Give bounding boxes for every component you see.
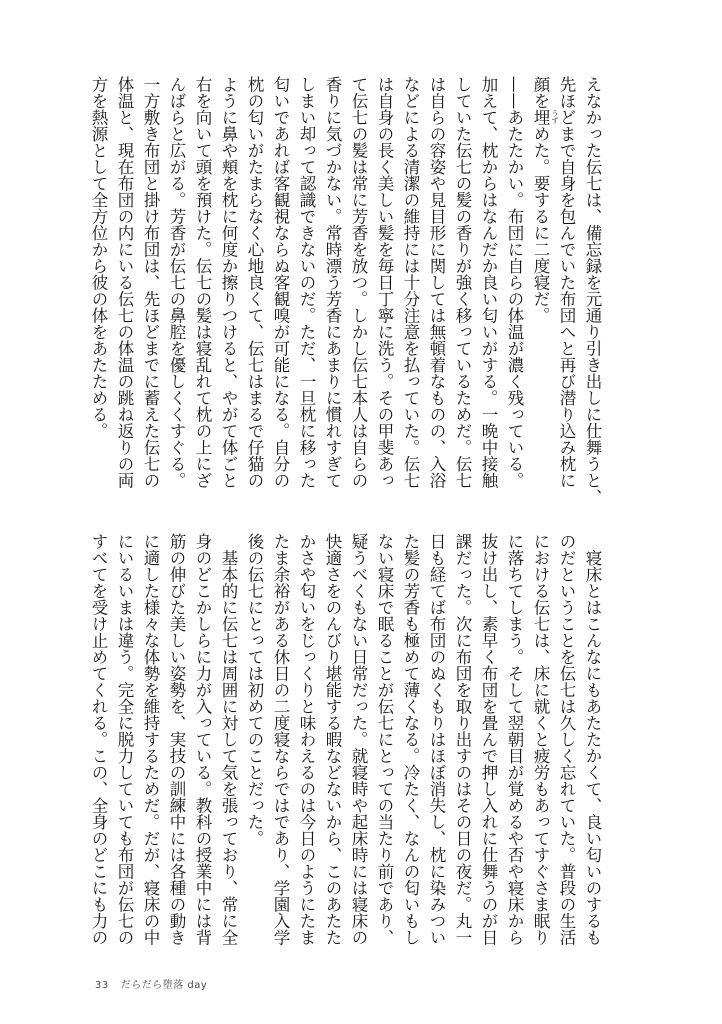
- text-line: 右を向いて頭を預けた。伝七の髪は寝乱れて枕の上にざ: [193, 76, 212, 489]
- text-line: 身のどこかしらに力が入っている。教科の授業中には背: [193, 533, 212, 946]
- text-line: に落ちてしまう。そして翌朝目が覚めるや否や寝床から: [505, 533, 524, 946]
- text-line: 基本的に伝七は周囲に対して気を張っており、常に全: [219, 533, 238, 946]
- text-line-with-ruby: [527, 76, 559, 516]
- text-line: 先ほどまで自身を包んでいた布団へと再び潜り込み枕に: [557, 76, 576, 489]
- running-title: だらだら堕落 day: [120, 980, 208, 991]
- text-segment: めた。要するに二度寝だ。: [531, 125, 550, 324]
- text-line: 方を熱源として全方位から彼の体をあたためる。: [89, 76, 108, 439]
- text-line: 快適さをのんびり堪能する暇などないから、このあたた: [323, 533, 342, 946]
- text-line: かさや匂いをじっくりと味わえるのは今日のようにたま: [297, 533, 316, 946]
- text-line: 加えて、枕からはなんだか良い匂いがする。一晩中接触: [479, 76, 498, 489]
- text-line: していた伝七の髪の香りが強く移っているためだ。伝七: [453, 76, 472, 489]
- text-line: にいるいまは違う。完全に脱力していても布団が伝七の: [115, 533, 134, 946]
- text-line: は自身の長く美しい髪を毎日丁寧に洗う。その甲斐あっ: [375, 76, 394, 489]
- text-line: などによる清潔の維持には十分注意を払っていた。伝七: [401, 76, 420, 489]
- page-number: 33: [95, 980, 109, 991]
- text-line: 寝床とはこんなにもあたたかくて、良い匂いのするも: [583, 533, 602, 946]
- text-line: んばらと広がる。芳香が伝七の鼻腔を優しくくすぐる。: [167, 76, 186, 489]
- ruby-annotation: うず: [551, 110, 559, 124]
- text-line: 枕の匂いがたまらなく心地良くて、伝七はまるで仔猫の: [245, 76, 264, 489]
- text-line: ない寝床で眠ることが伝七にとっての当たり前であり、: [375, 533, 394, 946]
- top-text-block: [85, 76, 605, 516]
- text-line: 匂いであれば客観視ならぬ客観嗅が可能になる。自分の: [271, 76, 290, 489]
- text-segment: 顔を: [531, 76, 550, 109]
- bottom-text-block: [85, 533, 605, 973]
- text-line: 課だった。次に布団を取り出すのはその日の夜だ。丸一: [453, 533, 472, 946]
- text-line: における伝七は、床に就くと疲労もあってすぐさま眠り: [531, 533, 550, 946]
- text-line: すべてを受け止めてくれる。この、全身のどこにも力の: [89, 533, 108, 946]
- text-line: たま余裕がある休日の二度寝ならではであり、学園入学: [271, 533, 290, 946]
- text-line: 体温と、現在布団の内にいる伝七の体温の跳ね返りの両: [115, 76, 134, 489]
- text-line: のだということを伝七は久しく忘れていた。普段の生活: [557, 533, 576, 946]
- text-line: 後の伝七にとっては初めてのことだった。: [245, 533, 264, 847]
- text-line: しまい却って認識できないのだ。ただ、一旦枕に移った: [297, 76, 316, 489]
- text-line: 抜け出し、素早く布団を畳んで押し入れに仕舞うのが日: [479, 533, 498, 946]
- text-line: ——あたたかい。布団に自らの体温が濃く残っている。: [505, 76, 524, 489]
- text-line: えなかった伝七は、備忘録を元通り引き出しに仕舞うと、: [583, 76, 602, 505]
- text-line: 一方敷き布団と掛け布団は、先ほどまでに蓄えた伝七の: [141, 76, 160, 489]
- text-line: 日も経てば布団のぬくもりはほぼ消失し、枕に染みつい: [427, 533, 446, 946]
- text-line: 疑うべくもない日常だった。就寝時や起床時には寝床の: [349, 533, 368, 946]
- text-line: た髪の芳香も極めて薄くなる。冷たく、なんの匂いもし: [401, 533, 420, 946]
- text-line: 筋の伸びた美しい姿勢を、実技の訓練中には各種の動き: [167, 533, 186, 946]
- text-line: は自らの容姿や見目形に関しては無頓着なものの、入浴: [427, 76, 446, 489]
- text-line: ように鼻や頬を枕に何度か擦りつけると、やがて体ごと: [219, 76, 238, 489]
- ruby-base-text: 埋: [531, 109, 550, 126]
- text-line: に適した様々な体勢を維持するためだ。だが、寝床の中: [141, 533, 160, 946]
- page-footer: [95, 976, 207, 991]
- text-line: て伝七の髪は常に芳香を放つ。しかし伝七本人は自らの: [349, 76, 368, 489]
- ruby-base: [531, 109, 559, 126]
- text-line: 香りに気づかない。常時漂う芳香にあまりに慣れすぎて: [323, 76, 342, 489]
